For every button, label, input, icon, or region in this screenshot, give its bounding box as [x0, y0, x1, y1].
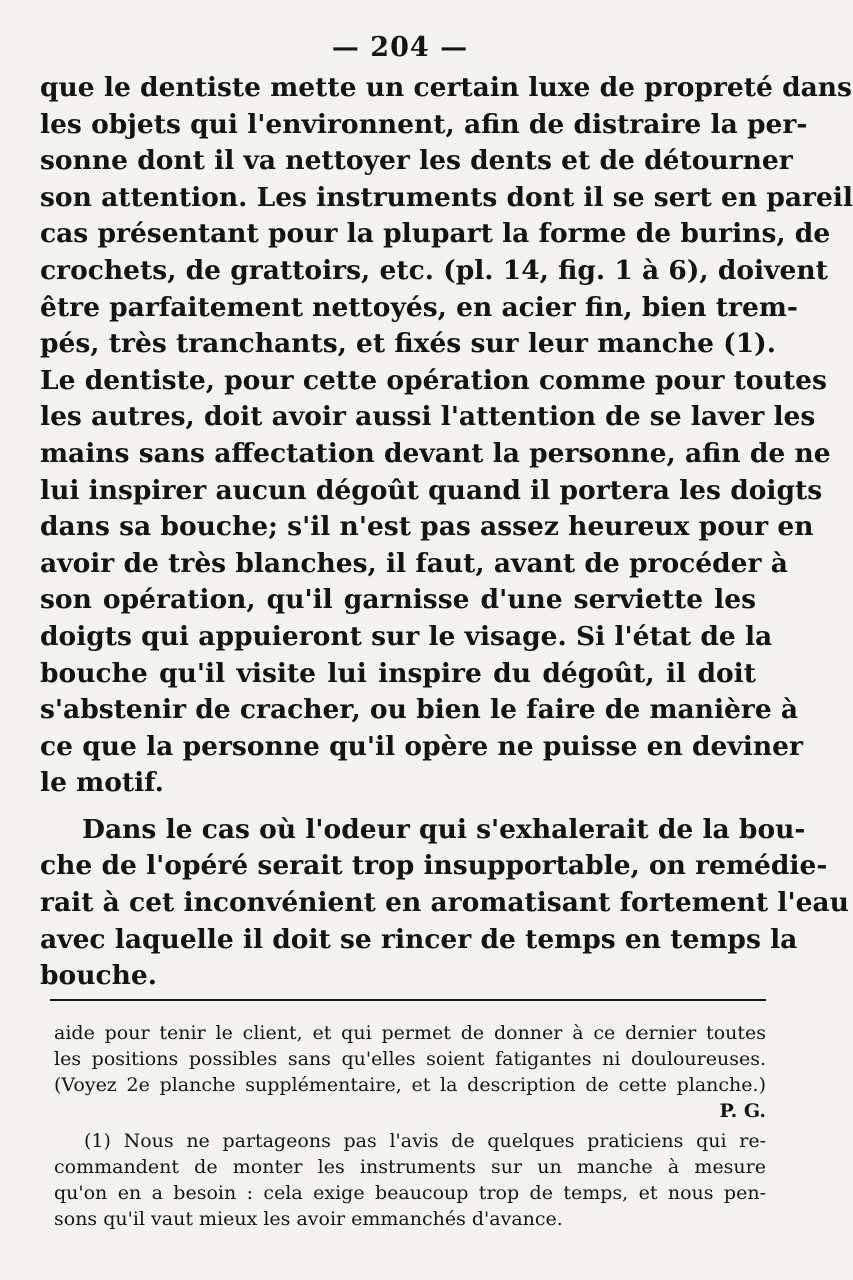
text-line: que le dentiste mette un certain luxe de propreté dans	[40, 72, 852, 103]
paragraph	[40, 812, 849, 995]
text-line: mains sans affectation devant la personne, afin de ne	[40, 437, 831, 469]
footnote-line: commandent de monter les instruments sur un manche à mesure	[54, 1156, 766, 1178]
text-line: bouche.	[40, 960, 157, 992]
footnote-line: (Voyez 2e planche supplémentaire, et la description de cette planche.)	[54, 1074, 766, 1096]
text-line: che de l'opéré serait trop insupportable, on remédie-	[40, 850, 828, 882]
text-line: être parfaitement nettoyés, en acier fin, bien trem-	[40, 291, 798, 323]
text-line: rait à cet inconvénient en aromatisant fortement l'eau	[40, 887, 849, 919]
text-line: dans sa bouche; s'il n'est pas assez heureux pour en	[40, 511, 814, 543]
text-line: ce que la personne qu'il opère ne puisse en deviner	[40, 730, 803, 762]
text-line: Dans le cas où l'odeur qui s'exhalerait de la bou-	[82, 813, 806, 845]
body-text	[40, 70, 853, 995]
text-line: pés, très tranchants, et fixés sur leur manche (1).	[40, 328, 776, 360]
text-line: son attention. Les instruments dont il se sert en pareil	[40, 181, 853, 213]
paragraph	[40, 70, 853, 802]
text-line: son opération, qu'il garnisse d'une serviette les	[40, 584, 756, 616]
footnote-line: aide pour tenir le client, et qui permet de donner à ce dernier toutes	[54, 1022, 766, 1044]
text-line: Le dentiste, pour cette opération comme pour toutes	[40, 364, 827, 396]
footnote-line: qu'on en a besoin : cela exige beaucoup trop de temps, et nous pen-	[54, 1182, 766, 1204]
text-line: crochets, de grattoirs, etc. (pl. 14, fig. 1 à 6), doivent	[40, 254, 828, 286]
text-line: s'abstenir de cracher, ou bien le faire de manière à	[40, 694, 799, 726]
text-line: doigts qui appuieront sur le visage. Si l'état de la	[40, 620, 773, 652]
footnote-line: (1) Nous ne partageons pas l'avis de quelques praticiens qui re-	[84, 1130, 766, 1152]
text-line: les objets qui l'environnent, afin de distraire la per-	[40, 108, 808, 140]
footnote-line: sons qu'il vaut mieux les avoir emmanchés d'avance.	[54, 1208, 563, 1230]
footnote-line: les positions possibles sans qu'elles soient fatigantes ni douloureuses.	[54, 1048, 766, 1070]
text-line: sonne dont il va nettoyer les dents et de détourner	[40, 145, 793, 177]
text-line: le motif.	[40, 767, 164, 799]
text-line: avec laquelle il doit se rincer de temps en temps la	[40, 923, 798, 955]
text-line: bouche qu'il visite lui inspire du dégoût, il doit	[40, 657, 756, 689]
text-line: avoir de très blanches, il faut, avant de procéder à	[40, 547, 788, 579]
text-line: les autres, doit avoir aussi l'attention de se laver les	[40, 401, 816, 433]
footnotes	[54, 1020, 766, 1232]
text-line: lui inspirer aucun dégoût quand il portera les doigts	[40, 474, 823, 506]
text-line: cas présentant pour la plupart la forme de burins, de	[40, 218, 831, 250]
footnote-signature: P. G.	[719, 1100, 766, 1122]
page-number: — 204 —	[331, 32, 469, 63]
footnote-separator	[50, 999, 766, 1001]
